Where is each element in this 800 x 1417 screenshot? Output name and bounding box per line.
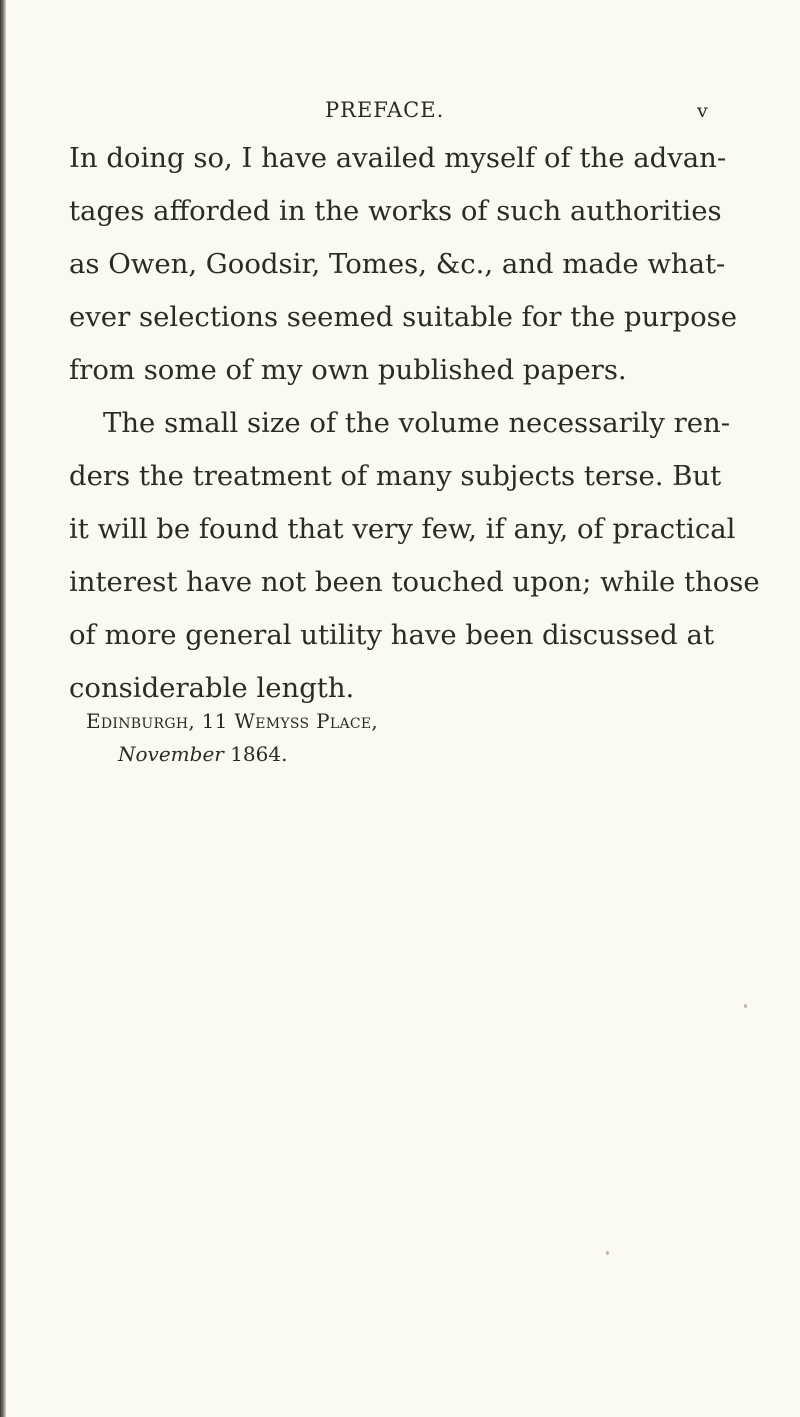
text-line: ders the treatment of many subjects terse. But: [69, 460, 722, 492]
running-head: [0, 98, 800, 128]
page-gutter-edge: [0, 0, 6, 1417]
text-line: considerable length.: [69, 672, 355, 704]
text-line: tages afforded in the works of such authorities: [69, 195, 722, 227]
paragraph-1: [69, 132, 738, 397]
text-line: it will be found that very few, if any, of practical: [69, 513, 736, 545]
text-line: from some of my own published papers.: [69, 354, 627, 386]
text-line: ever selections seemed suitable for the purpose: [69, 301, 738, 333]
signature-date: [86, 738, 378, 771]
text-line: interest have not been touched upon; while those: [69, 566, 760, 598]
paper-speck: [744, 1004, 747, 1008]
signature-place: Edinburgh, 11 Wemyss Place,: [86, 709, 379, 733]
paragraph-2: [69, 397, 760, 715]
text-line: of more general utility have been discussed at: [69, 619, 714, 651]
text-line: The small size of the volume necessarily ren-: [103, 407, 731, 439]
text-line: as Owen, Goodsir, Tomes, &c., and made what-: [69, 248, 726, 280]
signature-year: 1864.: [230, 742, 288, 766]
signature-month: November: [118, 742, 224, 766]
paper-speck: [606, 1251, 609, 1255]
text-line: In doing so, I have availed myself of the advan-: [69, 142, 727, 174]
signature-block: [86, 705, 378, 771]
page-number: v: [697, 100, 708, 122]
preface-body: [69, 132, 760, 715]
running-title: PREFACE.: [325, 98, 445, 122]
